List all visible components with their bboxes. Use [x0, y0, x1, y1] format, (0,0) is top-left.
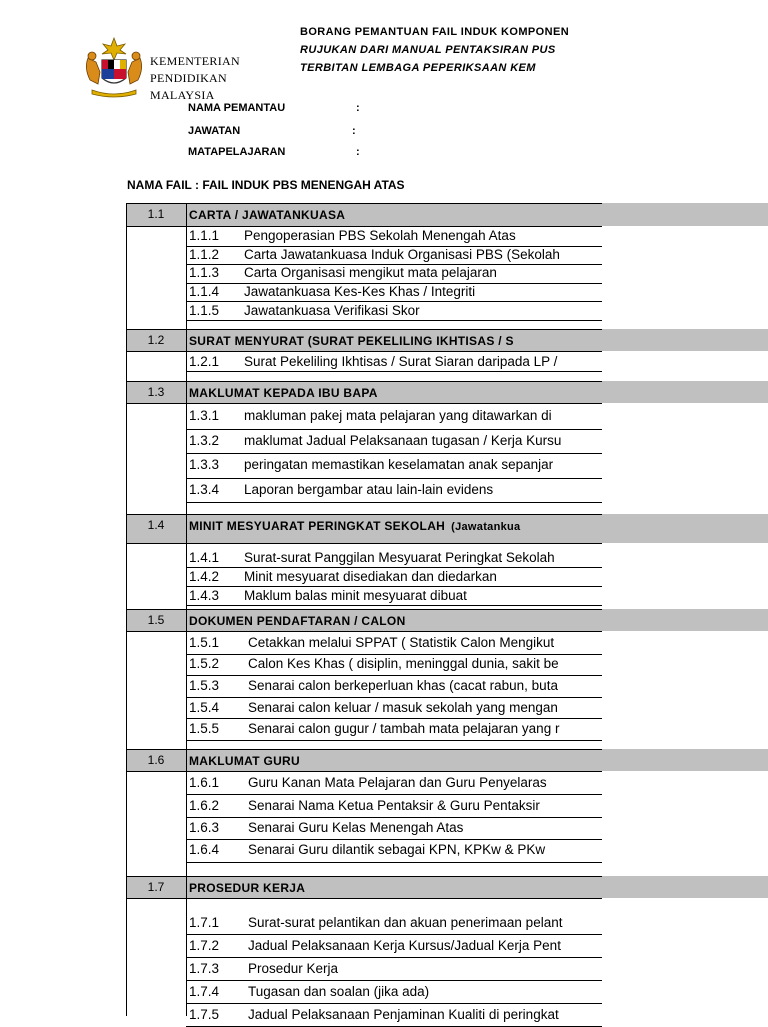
- item-number: 1.1.4: [189, 284, 220, 300]
- table-border-left: [126, 514, 127, 609]
- table-column-divider: [186, 381, 187, 514]
- file-name-heading: NAMA FAIL : FAIL INDUK PBS MENENGAH ATAS: [127, 178, 405, 192]
- item-number: 1.1.2: [189, 246, 220, 262]
- field-jawatan: [188, 125, 356, 137]
- coat-of-arms-logo: [78, 36, 150, 98]
- item-text: Senarai calon berkeperluan khas (cacat rabun, buta: [248, 677, 558, 693]
- item-number: 1.1.5: [189, 302, 220, 318]
- checklist-row: [188, 404, 602, 429]
- table-column-divider: [186, 329, 187, 381]
- checklist-row: [188, 453, 602, 478]
- item-text: Maklum balas minit mesyuarat dibuat: [244, 587, 467, 603]
- item-number: 1.5.1: [189, 634, 220, 650]
- checklist-row: [188, 264, 602, 283]
- table-border-left: [126, 876, 127, 1016]
- table-column-divider: [186, 609, 187, 749]
- item-text: Minit mesyuarat disediakan dan diedarkan: [244, 568, 497, 584]
- section-header-bottom-line: [126, 543, 602, 544]
- checklist-row: [188, 934, 602, 957]
- item-text: Surat Pekeliling Ikhtisas / Surat Siaran daripada LP /: [244, 353, 558, 369]
- item-number: 1.4.3: [189, 587, 220, 603]
- field-label: NAMA PEMANTAU: [188, 102, 286, 114]
- section-band-1.4: [602, 514, 768, 543]
- item-text: Laporan bergambar atau lain-lain evidens: [244, 482, 494, 498]
- item-number: 1.3.3: [189, 457, 220, 473]
- section-title-text: MINIT MESYUARAT PERINGKAT SEKOLAH: [189, 519, 446, 533]
- field-colon: :: [352, 125, 356, 137]
- item-number: 1.1.1: [189, 228, 220, 244]
- checklist-row: [188, 632, 602, 654]
- section-band-1.7: [602, 876, 768, 898]
- section-title-text: MAKLUMAT KEPADA IBU BAPA: [189, 386, 378, 400]
- item-text: Senarai calon gugur / tambah mata pelajaran yang r: [248, 721, 560, 737]
- checklist-row: [188, 478, 602, 503]
- item-text: Jadual Pelaksanaan Kerja Kursus/Jadual Kerja Pent: [248, 937, 561, 953]
- section-title-text: DOKUMEN PENDAFTARAN / CALON: [189, 614, 406, 628]
- section-band-1.2: [602, 329, 768, 351]
- section-band-1.3: [602, 381, 768, 403]
- checklist-row: [188, 586, 602, 605]
- section-title-sub: (Jawatankua: [451, 521, 521, 533]
- section-title-text: SURAT MENYURAT (SURAT PEKELILING IKHTISAS / S: [189, 334, 514, 348]
- checklist-row: [188, 548, 602, 567]
- section-band-1.6: [602, 749, 768, 771]
- item-number: 1.4.2: [189, 568, 220, 584]
- checklist-row: [188, 283, 602, 302]
- item-number: 1.5.2: [189, 656, 220, 672]
- section-band-1.5: [602, 609, 768, 631]
- item-text: peringatan memastikan keselamatan anak sepanjar: [244, 457, 554, 473]
- section-title: [189, 208, 345, 222]
- field-nama-pemantau: [188, 102, 360, 114]
- item-number: 1.7.3: [189, 960, 220, 976]
- checklist-row: [188, 794, 602, 816]
- item-text: Jadual Pelaksanaan Penjaminan Kualiti di peringkat: [248, 1006, 559, 1022]
- item-text: Senarai calon keluar / masuk sekolah yang mengan: [248, 699, 558, 715]
- table-column-divider: [186, 203, 187, 329]
- table-border-left: [126, 329, 127, 381]
- section-number: 1.6: [147, 753, 165, 767]
- checklist-row: [188, 301, 602, 320]
- item-text: Carta Jawatankuasa Induk Organisasi PBS (Sekolah: [244, 246, 560, 262]
- item-number: 1.5.4: [189, 699, 220, 715]
- item-number: 1.7.4: [189, 983, 220, 999]
- section-number: 1.3: [147, 385, 165, 399]
- section-number: 1.4: [147, 518, 165, 532]
- item-number: 1.7.5: [189, 1006, 220, 1022]
- field-label: MATAPELAJARAN: [188, 146, 286, 158]
- ministry-line-3: MALAYSIA: [150, 88, 215, 102]
- form-subtitle-reference: RUJUKAN DARI MANUAL PENTAKSIRAN PUS: [300, 44, 556, 56]
- section-title: [189, 519, 520, 533]
- item-text: Carta Organisasi mengikut mata pelajaran: [244, 265, 497, 281]
- item-text: Jawatankuasa Kes-Kes Khas / Integriti: [244, 284, 476, 300]
- checklist-row: [188, 227, 602, 246]
- item-text: Senarai Guru dilantik sebagai KPN, KPKw & PKw: [248, 842, 546, 858]
- table-border-left: [126, 749, 127, 876]
- item-number: 1.3.4: [189, 482, 220, 498]
- ministry-line-2: PENDIDIKAN: [150, 71, 227, 85]
- item-text: Calon Kes Khas ( disiplin, meninggal dunia, sakit be: [248, 656, 559, 672]
- item-number: 1.5.3: [189, 677, 220, 693]
- item-text: Prosedur Kerja: [248, 960, 339, 976]
- item-number: 1.6.4: [189, 842, 220, 858]
- section-title-text: MAKLUMAT GURU: [189, 754, 300, 768]
- item-text: Surat-surat Panggilan Mesyuarat Peringkat Sekolah: [244, 549, 555, 565]
- table-border-left: [126, 381, 127, 514]
- item-number: 1.2.1: [189, 353, 220, 369]
- item-text: Surat-surat pelantikan dan akuan penerimaan pelant: [248, 914, 563, 930]
- section-number: 1.7: [147, 880, 165, 894]
- item-text: makluman pakej mata pelajaran yang ditawarkan di: [244, 408, 552, 424]
- item-text: Senarai Guru Kelas Menengah Atas: [248, 819, 464, 835]
- row-divider: [186, 320, 602, 321]
- table-column-divider: [186, 876, 187, 1016]
- item-number: 1.7.2: [189, 937, 220, 953]
- checklist-row: [188, 675, 602, 697]
- checklist-row: [188, 567, 602, 586]
- field-colon: :: [356, 102, 360, 114]
- checklist-row: [188, 246, 602, 265]
- row-divider: [186, 862, 602, 863]
- checklist-row: [188, 352, 602, 371]
- item-number: 1.6.1: [189, 775, 220, 791]
- section-title: [189, 754, 300, 768]
- form-title: BORANG PEMANTUAN FAIL INDUK KOMPONEN: [300, 26, 570, 38]
- section-title: [189, 881, 305, 895]
- item-text: Tugasan dan soalan (jika ada): [248, 983, 430, 999]
- table-column-divider: [186, 749, 187, 876]
- item-text: Guru Kanan Mata Pelajaran dan Guru Penyelaras: [248, 775, 547, 791]
- checklist-row: [188, 697, 602, 719]
- field-label: JAWATAN: [188, 125, 241, 137]
- row-divider: [186, 502, 602, 503]
- table-border-left: [126, 203, 127, 329]
- section-title: [189, 614, 406, 628]
- section-number: 1.2: [147, 333, 165, 347]
- checklist-row: [188, 654, 602, 676]
- section-band-1.1: [602, 203, 768, 226]
- item-number: 1.3.1: [189, 408, 220, 424]
- checklist-row: [188, 839, 602, 861]
- item-text: maklumat Jadual Pelaksanaan tugasan / Kerja Kursu: [244, 432, 562, 448]
- checklist-row: [188, 718, 602, 740]
- item-text: Jawatankuasa Verifikasi Skor: [244, 302, 420, 318]
- section-title: [189, 334, 514, 348]
- item-text: Senarai Nama Ketua Pentaksir & Guru Pentaksir: [248, 797, 540, 813]
- field-colon: :: [356, 146, 360, 158]
- row-divider: [186, 605, 602, 606]
- field-matapelajaran: [188, 146, 360, 158]
- item-text: Cetakkan melalui SPPAT ( Statistik Calon Mengikut: [248, 634, 555, 650]
- item-number: 1.3.2: [189, 432, 220, 448]
- checklist-row: [188, 772, 602, 794]
- section-title-text: PROSEDUR KERJA: [189, 881, 306, 895]
- section-header-bottom-line: [126, 898, 602, 899]
- item-number: 1.1.3: [189, 265, 220, 281]
- item-text: Pengoperasian PBS Sekolah Menengah Atas: [244, 228, 516, 244]
- item-number: 1.6.3: [189, 819, 220, 835]
- table-column-divider: [186, 514, 187, 609]
- section-number: 1.5: [147, 613, 165, 627]
- checklist-row: [188, 1003, 602, 1026]
- section-number: 1.1: [147, 207, 165, 221]
- table-border-left: [126, 609, 127, 749]
- section-title-text: CARTA / JAWATANKUASA: [189, 208, 346, 222]
- form-subtitle-publisher: TERBITAN LEMBAGA PEPERIKSAAN KEM: [300, 62, 536, 74]
- checklist-row: [188, 429, 602, 454]
- item-number: 1.6.2: [189, 797, 220, 813]
- checklist-row: [188, 817, 602, 839]
- ministry-line-1: KEMENTERIAN: [150, 54, 240, 68]
- checklist-row: [188, 911, 602, 934]
- checklist-row: [188, 980, 602, 1003]
- row-divider: [186, 371, 602, 372]
- checklist-row: [188, 957, 602, 980]
- row-divider: [186, 740, 602, 741]
- item-number: 1.7.1: [189, 914, 220, 930]
- item-number: 1.4.1: [189, 549, 220, 565]
- item-number: 1.5.5: [189, 721, 220, 737]
- section-title: [189, 386, 378, 400]
